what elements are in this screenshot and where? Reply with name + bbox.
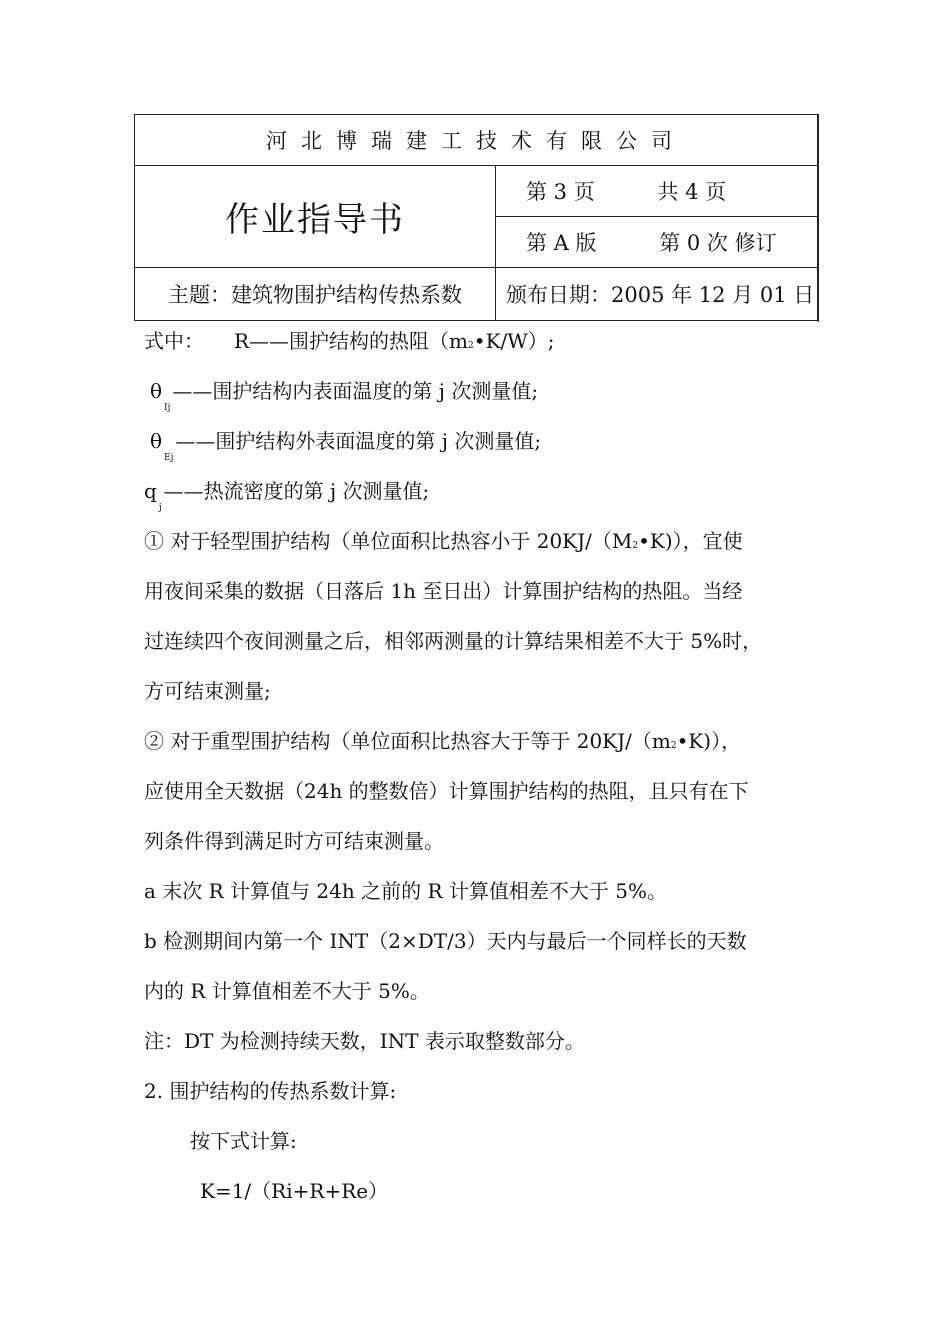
formula-legend-theta-i [144, 372, 814, 422]
theta-i-text: ——围护结构内表面温度的第 j 次测量值; [172, 379, 539, 403]
document-body [144, 322, 814, 1222]
light-line1-a: ① 对于轻型围护结构（单位面积比热容小于 20KJ/（M [144, 529, 633, 553]
heavy-line1-b: •K)）， [676, 729, 742, 753]
section-2-title: 2. 围护结构的传热系数计算: [144, 1079, 397, 1103]
page-number: 第 3 页 [526, 180, 595, 204]
formula-legend-q [144, 472, 814, 522]
header-double-border [818, 114, 821, 322]
page-info [496, 166, 818, 217]
paragraph-heavy-3: 列条件得到满足时方可结束测量。 [144, 829, 444, 853]
legend-r-tail: •K/W）; [473, 329, 555, 353]
paragraph-light-2: 用夜间采集的数据（日落后 1h 至日出）计算围护结构的热阻。当经 [144, 579, 743, 603]
formula-legend-theta-e [144, 422, 814, 472]
document-title: 作业指导书 [135, 166, 496, 268]
light-line1-b: •K)），宜使 [638, 529, 743, 553]
subject: 主题：建筑物围护结构传热系数 [135, 268, 496, 321]
condition-b-2: 内的 R 计算值相差不大于 5%。 [144, 979, 430, 1003]
heavy-line1-a: ② 对于重型围护结构（单位面积比热容大于等于 20KJ/（m [144, 729, 671, 753]
section-2-intro: 按下式计算: [190, 1129, 297, 1153]
document-header-table [134, 114, 818, 321]
formula-legend-r [144, 322, 814, 372]
heavy-line1-sup: 2 [670, 741, 677, 751]
paragraph-light-3: 过连续四个夜间测量之后，相邻两测量的计算结果相差不大于 5%时， [144, 629, 763, 653]
condition-a: a 末次 R 计算值与 24h 之前的 R 计算值相差不大于 5%。 [144, 879, 667, 903]
legend-prefix: 式中： [144, 329, 204, 353]
issue-date: 颁布日期：2005 年 12 月 01 日 [496, 268, 818, 321]
company-name: 河北博瑞建工技术有限公司 [135, 115, 818, 166]
theta-e-text: ——围护结构外表面温度的第 j 次测量值; [175, 429, 542, 453]
legend-r-sup: 2 [468, 341, 474, 351]
paragraph-light-4: 方可结束测量; [144, 679, 271, 703]
version-info [496, 217, 818, 268]
q-text: ——热流密度的第 j 次测量值; [163, 479, 430, 503]
note: 注：DT 为检测持续天数，INT 表示取整数部分。 [144, 1029, 585, 1053]
revision: 第 0 次 修订 [659, 231, 777, 255]
version: 第 A 版 [526, 231, 597, 255]
page-total: 共 4 页 [657, 180, 727, 204]
paragraph-heavy-1 [144, 722, 814, 772]
theta-i-sub: Ij [164, 403, 171, 413]
formula-k: K=1/（Ri+R+Re） [200, 1179, 389, 1203]
condition-b-1: b 检测期间内第一个 INT（2×DT/3）天内与最后一个同样长的天数 [144, 929, 747, 953]
paragraph-light-1 [144, 522, 814, 572]
theta-e-sub: Ej [164, 453, 174, 463]
paragraph-heavy-2: 应使用全天数据（24h 的整数倍）计算围护结构的热阻，且只有在下 [144, 779, 749, 803]
light-line1-sup: 2 [632, 541, 639, 551]
theta-e-symbol: θ [150, 429, 163, 453]
theta-i-symbol: θ [150, 379, 163, 403]
legend-r-text: R——围护结构的热阻（m [234, 329, 469, 353]
q-symbol: q [144, 479, 157, 503]
q-sub: j [158, 503, 162, 513]
